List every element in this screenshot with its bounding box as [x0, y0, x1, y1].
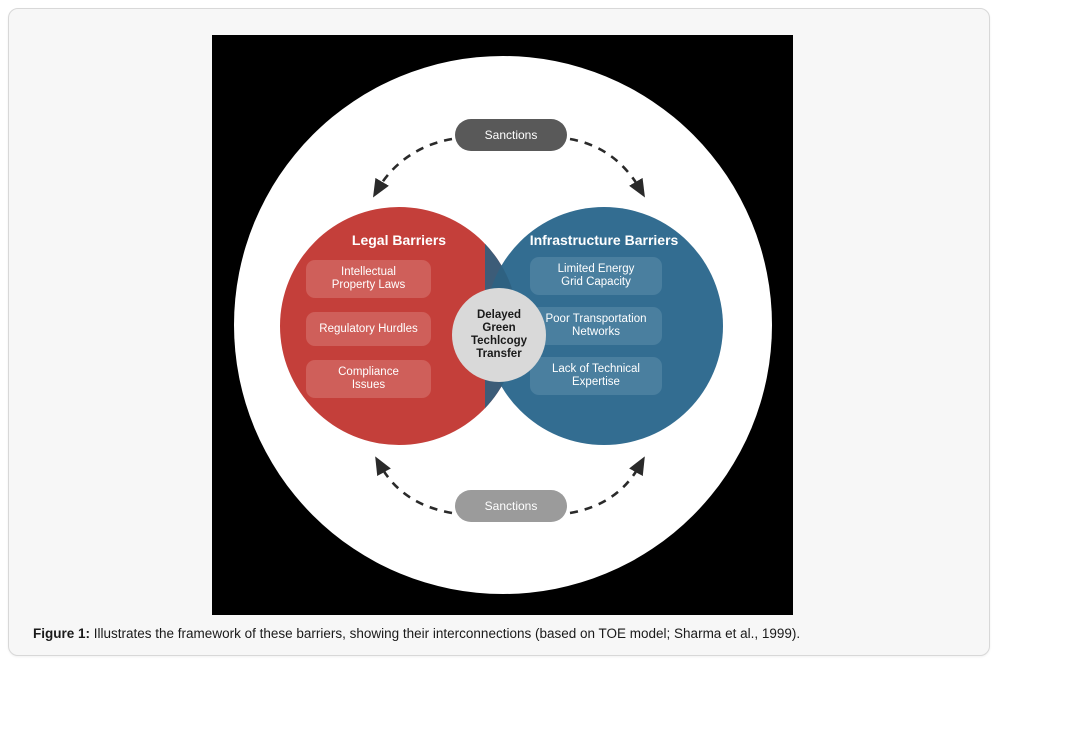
node-label-line1: Lack of Technical — [551, 363, 640, 375]
node-label-line2: Grid Capacity — [561, 276, 631, 288]
node-compliance-issues[interactable] — [306, 360, 431, 398]
center-label-line3: Transfer — [476, 348, 522, 360]
node-label-line2: Property Laws — [331, 279, 406, 291]
node-limited-energy-grid-capacity[interactable] — [530, 257, 662, 295]
center-label-line1: Delayed — [476, 309, 522, 321]
legal-barriers-title: Legal Barriers — [351, 232, 447, 248]
node-sanctions-bottom[interactable] — [455, 490, 567, 522]
node-label-line1: Limited Energy — [557, 263, 635, 275]
figure-caption-text: Illustrates the framework of these barriers, showing their interconnections (based on TOE model; Sharma et al., 1999). — [90, 626, 801, 641]
node-label-line1: Intellectual — [341, 266, 396, 278]
figure-card — [8, 8, 990, 656]
node-regulatory-hurdles[interactable] — [306, 312, 431, 346]
node-label-line2: Networks — [572, 326, 620, 338]
node-label-line1: Regulatory Hurdles — [319, 322, 418, 335]
node-lack-of-technical-expertise[interactable] — [530, 357, 662, 395]
node-poor-transportation-networks[interactable] — [530, 307, 662, 345]
node-intellectual-property-laws[interactable] — [306, 260, 431, 298]
center-label-line2: Green Techlcogy — [470, 322, 528, 347]
figure-caption-label: Figure 1: — [33, 626, 91, 641]
figure-caption — [33, 625, 973, 643]
node-delayed-green-technology-transfer[interactable] — [452, 288, 546, 382]
figure-image — [212, 35, 793, 615]
node-label-line2: Issues — [351, 379, 386, 391]
infrastructure-barriers-title: Infrastructure Barriers — [529, 232, 679, 248]
node-sanctions-top[interactable] — [455, 119, 567, 151]
sanctions-bottom-label: Sanctions — [484, 499, 538, 513]
node-label-line1: Compliance — [338, 366, 399, 378]
sanctions-top-label: Sanctions — [484, 128, 538, 142]
node-label-line2: Expertise — [572, 376, 620, 388]
node-label-line1: Poor Transportation — [545, 313, 647, 325]
